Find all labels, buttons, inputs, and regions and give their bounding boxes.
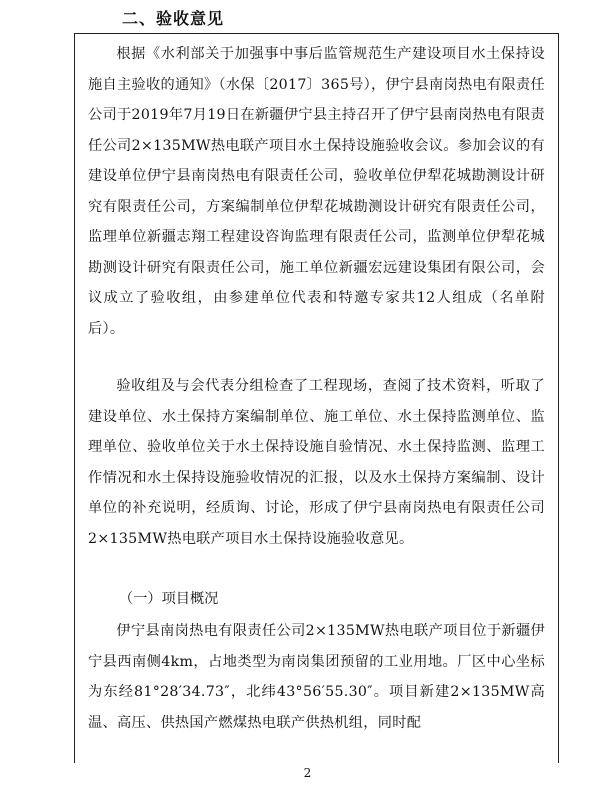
project-overview-heading: （一）项目概况 <box>119 591 219 607</box>
project-overview-paragraph: 伊宁县南岗热电有限责任公司2×135MW热电联产项目位于新疆伊宁县西南侧4km，占地类型为南岗集团预留的工业用地。厂区中心坐标为东经81°28′34.73″，北纬43°56′55.30″。项目新建2×135MW高温、高压、供热国产燃煤热电联产供热机组，同时配 <box>88 623 545 731</box>
inspection-paragraph: 验收组及与会代表分组检查了工程现场，查阅了技术资料，听取了建设单位、水土保持方案编制单位、施工单位、水土保持监测单位、监理单位、验收单位关于水土保持设施自验情况、水土保持监测、监理工作情况和水土保持设施验收情况的汇报，以及水土保持方案编制、设计单位的补充说明，经质询、讨论，形成了伊宁县南岗热电有限责任公司2×135MW热电联产项目水土保持设施验收意见。 <box>88 378 545 547</box>
content-frame <box>74 33 559 763</box>
page-number: 2 <box>303 766 312 780</box>
intro-paragraph: 根据《水利部关于加强事中事后监管规范生产建设项目水土保持设施自主验收的通知》（水保〔2017〕365号），伊宁县南岗热电有限责任公司于2019年7月19日在新疆伊宁县主持召开了伊宁县南岗热电有限责任公司2×135MW热电联产项目水土保持设施验收会议。参加会议的有建设单位伊宁县南岗热电有限责任公司，验收单位伊犁花城勘测设计研究有限责任公司，方案编制单位伊犁花城勘测设计研究有限责任公司，监理单位新疆志翔工程建设咨询监理有限责任公司，监测单位伊犁花城勘测设计研究有限责任公司，施工单位新疆宏远建设集团有限公司，会议成立了验收组，由参建单位代表和特邀专家共12人组成（名单附后）。 <box>88 46 545 337</box>
section-heading: 二、验收意见 <box>122 9 225 28</box>
